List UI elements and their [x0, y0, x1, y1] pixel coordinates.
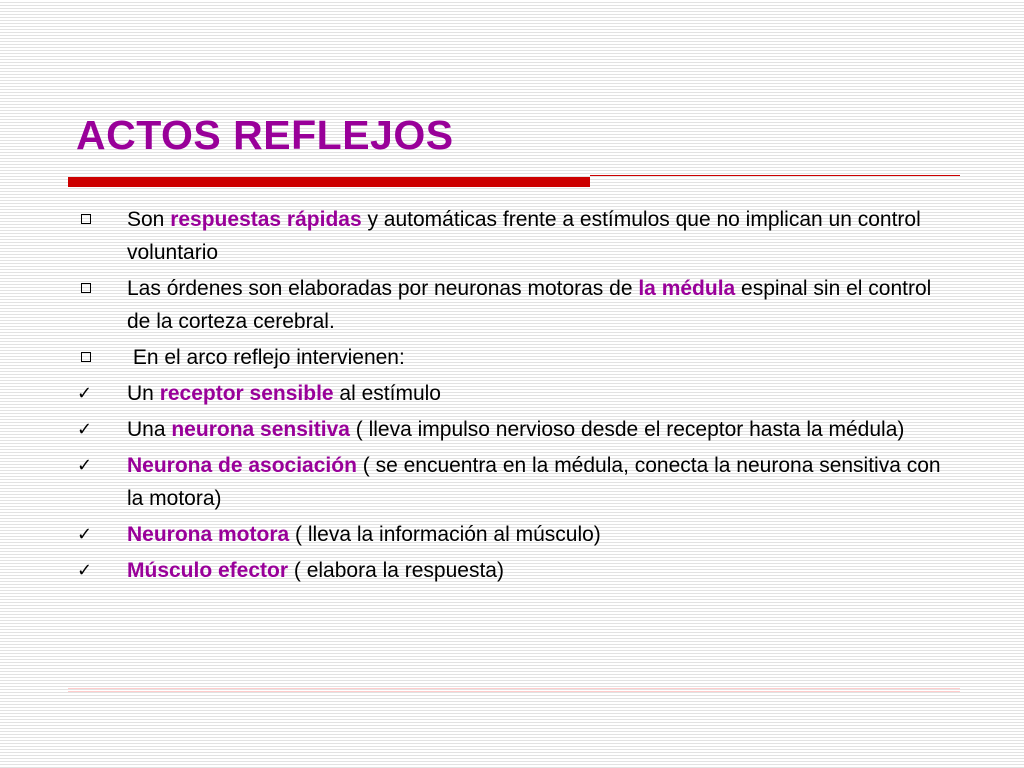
- item-highlight: Neurona motora: [127, 523, 290, 546]
- item-text: En el arco reflejo intervienen:: [127, 346, 405, 369]
- item-highlight: Neurona de asociación: [127, 454, 357, 477]
- checkmark-icon: ✓: [77, 524, 93, 545]
- item-highlight: receptor sensible: [159, 382, 334, 405]
- title-rule-thick: [68, 177, 590, 187]
- list-item: [75, 518, 960, 551]
- list-item: [75, 413, 960, 446]
- list-item: [75, 341, 960, 374]
- item-highlight: la médula: [638, 277, 736, 300]
- square-bullet-icon: [81, 283, 91, 293]
- checkmark-icon: ✓: [77, 455, 93, 476]
- item-text: ( elabora la respuesta): [288, 559, 504, 582]
- item-text: ( lleva la información al músculo): [289, 523, 601, 546]
- item-text: ( lleva impulso nervioso desde el receptor hasta la médula): [349, 418, 905, 441]
- footer-rule: [68, 691, 960, 692]
- footer-rule: [68, 688, 960, 689]
- item-text: Una: [127, 418, 172, 441]
- list-item: [75, 554, 960, 587]
- title-rule-thin: [590, 175, 960, 176]
- checkmark-icon: ✓: [77, 419, 93, 440]
- item-text: Un: [127, 382, 160, 405]
- square-bullet-icon: [81, 214, 91, 224]
- item-text: y automáticas frente a estímulos que no implican un control voluntario: [127, 208, 921, 264]
- item-text: Son: [127, 208, 171, 231]
- item-text: al estímulo: [333, 382, 441, 405]
- item-text: Las órdenes son elaboradas por neuronas motoras de: [127, 277, 639, 300]
- list-item: [75, 203, 960, 269]
- item-highlight: respuestas rápidas: [170, 208, 362, 231]
- item-text: ( se encuentra en la médula, conecta la neurona sensitiva con la motora): [127, 454, 941, 510]
- square-bullet-icon: [81, 352, 91, 362]
- checkmark-icon: ✓: [77, 383, 93, 404]
- bullet-list: [75, 203, 960, 590]
- checkmark-icon: ✓: [77, 560, 93, 581]
- list-item: [75, 377, 960, 410]
- item-highlight: Músculo efector: [127, 559, 289, 582]
- list-item: [75, 449, 960, 515]
- slide-title: ACTOS REFLEJOS: [76, 112, 454, 158]
- item-highlight: neurona sensitiva: [171, 418, 350, 441]
- list-item: [75, 272, 960, 338]
- item-text: espinal sin el control de la corteza cerebral.: [127, 277, 932, 333]
